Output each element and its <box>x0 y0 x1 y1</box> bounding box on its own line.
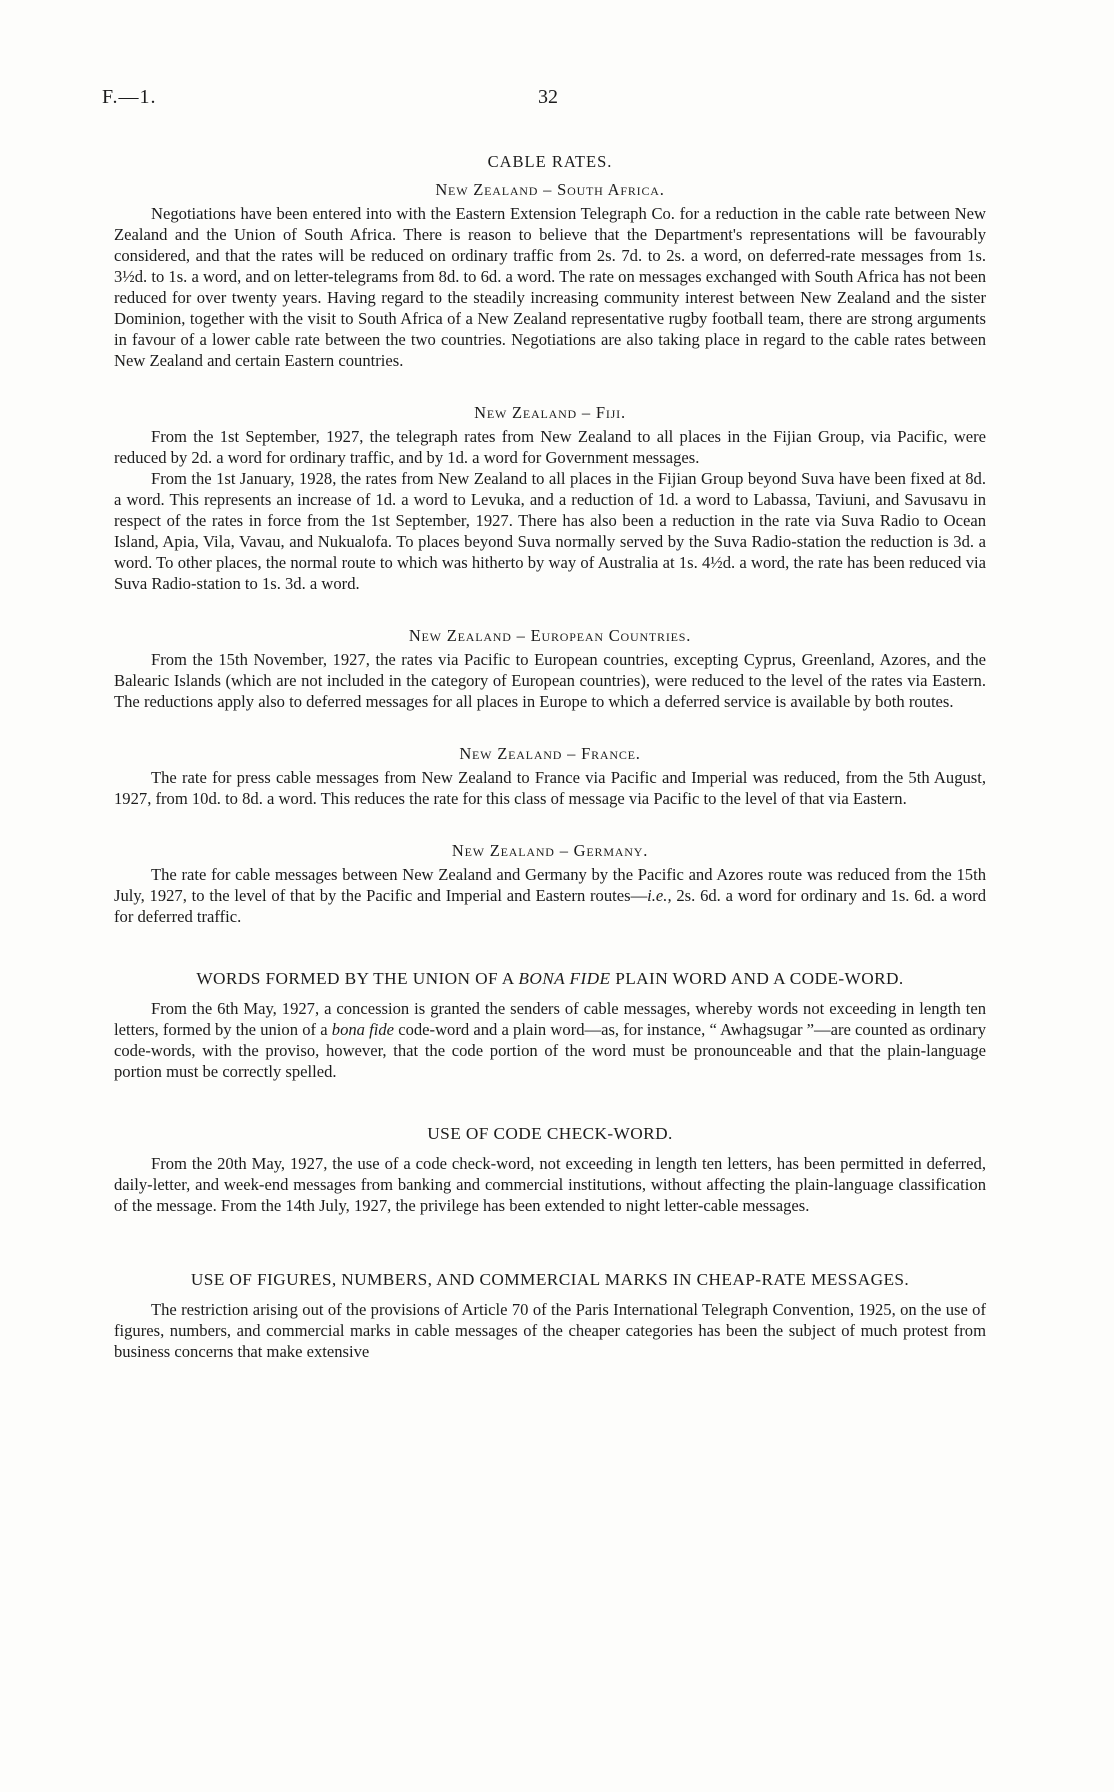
germany-paragraph <box>114 864 986 927</box>
france-heading: New Zealand – France. <box>459 744 641 763</box>
check-word-heading: USE OF CODE CHECK-WORD. <box>427 1124 673 1143</box>
france-paragraph: The rate for press cable messages from New Zealand to France via Pacific and Imperial was reduced, from the 5th August, 1927, from 10d. to 8d. a word. This reduces the rate for this class of message via Pacific to the level of that via Eastern. <box>114 768 986 808</box>
south-africa-paragraph: Negotiations have been entered into with the Eastern Extension Telegraph Co. for a reduction in the cable rate between New Zealand and the Union of South Africa. There is reason to believe that the Department's representations will be favourably considered, and that the rates will be reduced on ordinary traffic from 2s. 7d. to 2s. a word, on deferred-rate messages from 1s. 3½d. to 1s. a word, and on letter-telegrams from 8d. to 6d. a word. The rate on messages exchanged with South Africa has not been reduced for over twenty years. Having regard to the steadily increasing community interest between New Zealand and the sister Dominion, together with the visit to South Africa of a New Zealand representative rugby football team, there are strong arguments in favour of a lower cable rate between the two countries. Negotiations are also taking place in regard to the cable rates between New Zealand and certain Eastern countries. <box>114 204 986 370</box>
fiji-paragraph-1: From the 1st September, 1927, the telegraph rates from New Zealand to all places in the Fijian Group, via Pacific, were reduced by 2d. a word for ordinary traffic, and by 1d. a word for Government messages. <box>114 427 986 467</box>
words-formed-heading-end: PLAIN WORD AND A CODE-WORD. <box>610 969 904 988</box>
words-formed-heading-start: WORDS FORMED BY THE UNION OF A <box>196 969 519 988</box>
germany-text-end: 2s. 6d. a word for ordinary and 1s. 6d. a word for deferred traffic. <box>114 886 986 926</box>
page-content <box>114 152 986 1362</box>
figures-paragraph: The restriction arising out of the provisions of Article 70 of the Paris International Telegraph Convention, 1925, on the use of figures, numbers, and commercial marks in cable messages of the cheaper categories has been the subject of much protest from business concerns that make extensive <box>114 1300 986 1361</box>
words-formed-heading <box>114 969 986 989</box>
words-formed-text-italic: bona fide <box>331 1020 395 1039</box>
germany-text-ie: i.e., <box>647 886 672 905</box>
germany-text-start: The rate for cable messages between New Zealand and Germany by the Pacific and Azores route was reduced from the 15th July, 1927, to the level of that by the Pacific and Imperial and Eastern routes— <box>114 865 986 905</box>
fiji-heading: New Zealand – Fiji. <box>474 403 626 422</box>
words-formed-text-start: From the 6th May, 1927, a concession is granted the senders of cable messages, whereby words not exceeding in length ten letters, formed by the union of a <box>114 999 986 1039</box>
words-formed-paragraph <box>114 998 986 1082</box>
european-countries-heading: New Zealand – European Countries. <box>408 626 692 645</box>
words-formed-text-end: code-word and a plain word—as, for instance, “ Awhagsugar ”—are counted as ordinary code-words, with the proviso, however, that the code portion of the word must be pronounceable and that the plain-language portion must be correctly spelled. <box>114 1020 986 1081</box>
page-number: 32 <box>538 86 558 108</box>
cable-rates-title: CABLE RATES. <box>487 152 613 171</box>
european-countries-paragraph: From the 15th November, 1927, the rates via Pacific to European countries, excepting Cyprus, Greenland, Azores, and the Balearic Islands (which are not included in the category of European countries), were reduced to the level of the rates via Eastern. The reductions apply also to deferred messages for all places in Europe to which a deferred service is available by both routes. <box>114 650 986 711</box>
check-word-paragraph: From the 20th May, 1927, the use of a code check-word, not exceeding in length ten letters, has been permitted in deferred, daily-letter, and week-end messages from banking and commercial institutions, without affecting the plain-language classification of the message. From the 14th July, 1927, the privilege has been extended to night letter-cable messages. <box>114 1154 986 1215</box>
germany-heading: New Zealand – Germany. <box>451 841 649 860</box>
words-formed-heading-italic: BONA FIDE <box>518 969 611 988</box>
page-header <box>0 86 1114 114</box>
fiji-paragraph-2: From the 1st January, 1928, the rates from New Zealand to all places in the Fijian Group beyond Suva have been fixed at 8d. a word. This represents an increase of 1d. a word to Levuka, and a reduction of 1d. a word to Labassa, Taviuni, and Savusavu in respect of the rates in force from the 1st September, 1927. There has also been a reduction in the rate via Suva Radio to Ocean Island, Apia, Vila, Vavau, and Nukualofa. To places beyond Suva normally served by the Suva Radio-station the reduction is 3d. a word. To other places, the normal route to which was hitherto by way of Australia at 1s. 4½d. a word, the rate has been reduced via Suva Radio-station to 1s. 3d. a word. <box>114 469 986 593</box>
figures-heading: USE OF FIGURES, NUMBERS, AND COMMERCIAL MARKS IN CHEAP-RATE MESSAGES. <box>190 1270 910 1289</box>
document-reference: F.—1. <box>102 86 157 108</box>
south-africa-heading: New Zealand – South Africa. <box>435 180 665 199</box>
